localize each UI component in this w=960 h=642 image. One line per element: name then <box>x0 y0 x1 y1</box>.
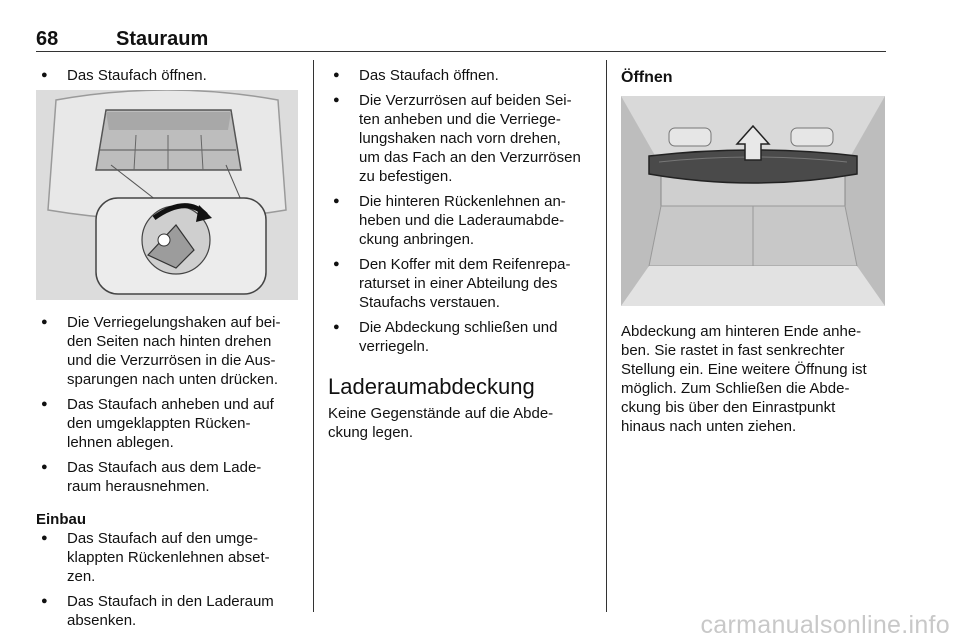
list-item: ● Den Koffer mit dem Reifenrepa- raturset in einer Abteilung des Staufachs verstauen. <box>328 255 596 312</box>
column-2 <box>328 66 596 442</box>
heading-oeffnen: Öffnen <box>621 69 673 86</box>
list-item: ● Die hinteren Rückenlehnen an- heben und die Laderaumabde- ckung anbringen. <box>328 192 596 249</box>
list-item: ● Das Staufach aus dem Lade- raum herausnehmen. <box>36 458 304 496</box>
paragraph: Abdeckung am hinteren Ende anhe- ben. Sie rastet in fast senkrechter Stellung ein. Eine weitere Öffnung ist möglich. Zum Schließen die Abde- ckung bis über den Einrastpunkt hinaus nach unten ziehen. <box>621 323 867 435</box>
cargo-cover-illustration <box>621 96 885 306</box>
storage-compartment-illustration <box>36 90 298 300</box>
column-1 <box>36 66 304 91</box>
section-title: Stauraum <box>116 28 209 50</box>
list-item: ● Das Staufach auf den umge- klappten Rückenlehnen abset- zen. <box>36 529 304 586</box>
column-3 <box>621 66 885 87</box>
page-number: 68 <box>36 28 59 50</box>
list-item: ● Das Staufach öffnen. <box>36 66 304 85</box>
column-divider-1 <box>313 60 314 612</box>
header-rule <box>36 51 886 52</box>
page-header <box>36 28 886 52</box>
column-divider-2 <box>606 60 607 612</box>
list-item: ● Das Staufach anheben und auf den umgeklappten Rücken- lehnen ablegen. <box>36 395 304 452</box>
list-item: ● Die Verriegelungshaken auf bei- den Seiten nach hinten drehen und die Verzurrösen in die Aus- sparungen nach unten drücken. <box>36 313 304 389</box>
column-1-lower <box>36 313 304 636</box>
subheading-einbau: Einbau <box>36 511 87 528</box>
illustration-cargo-cover <box>621 96 885 306</box>
watermark: carmanualsonline.info <box>700 611 950 639</box>
list-item: ● Die Verzurrösen auf beiden Sei- ten anheben und die Verriege- lungshaken nach vorn drehen, um das Fach an den Verzurrösen zu befestigen. <box>328 91 596 186</box>
list-item: ● Das Staufach öffnen. <box>328 66 596 85</box>
list-item: ● Das Staufach in den Laderaum absenken. <box>36 592 304 630</box>
column-3-lower <box>621 322 885 436</box>
list-item: ● Die Abdeckung schließen und verriegeln. <box>328 318 596 356</box>
paragraph: Keine Gegenstände auf die Abde- ckung legen. <box>328 405 554 441</box>
heading-laderaumabdeckung: Laderaumabdeckung <box>328 374 535 399</box>
illustration-trunk-hook <box>36 90 298 300</box>
